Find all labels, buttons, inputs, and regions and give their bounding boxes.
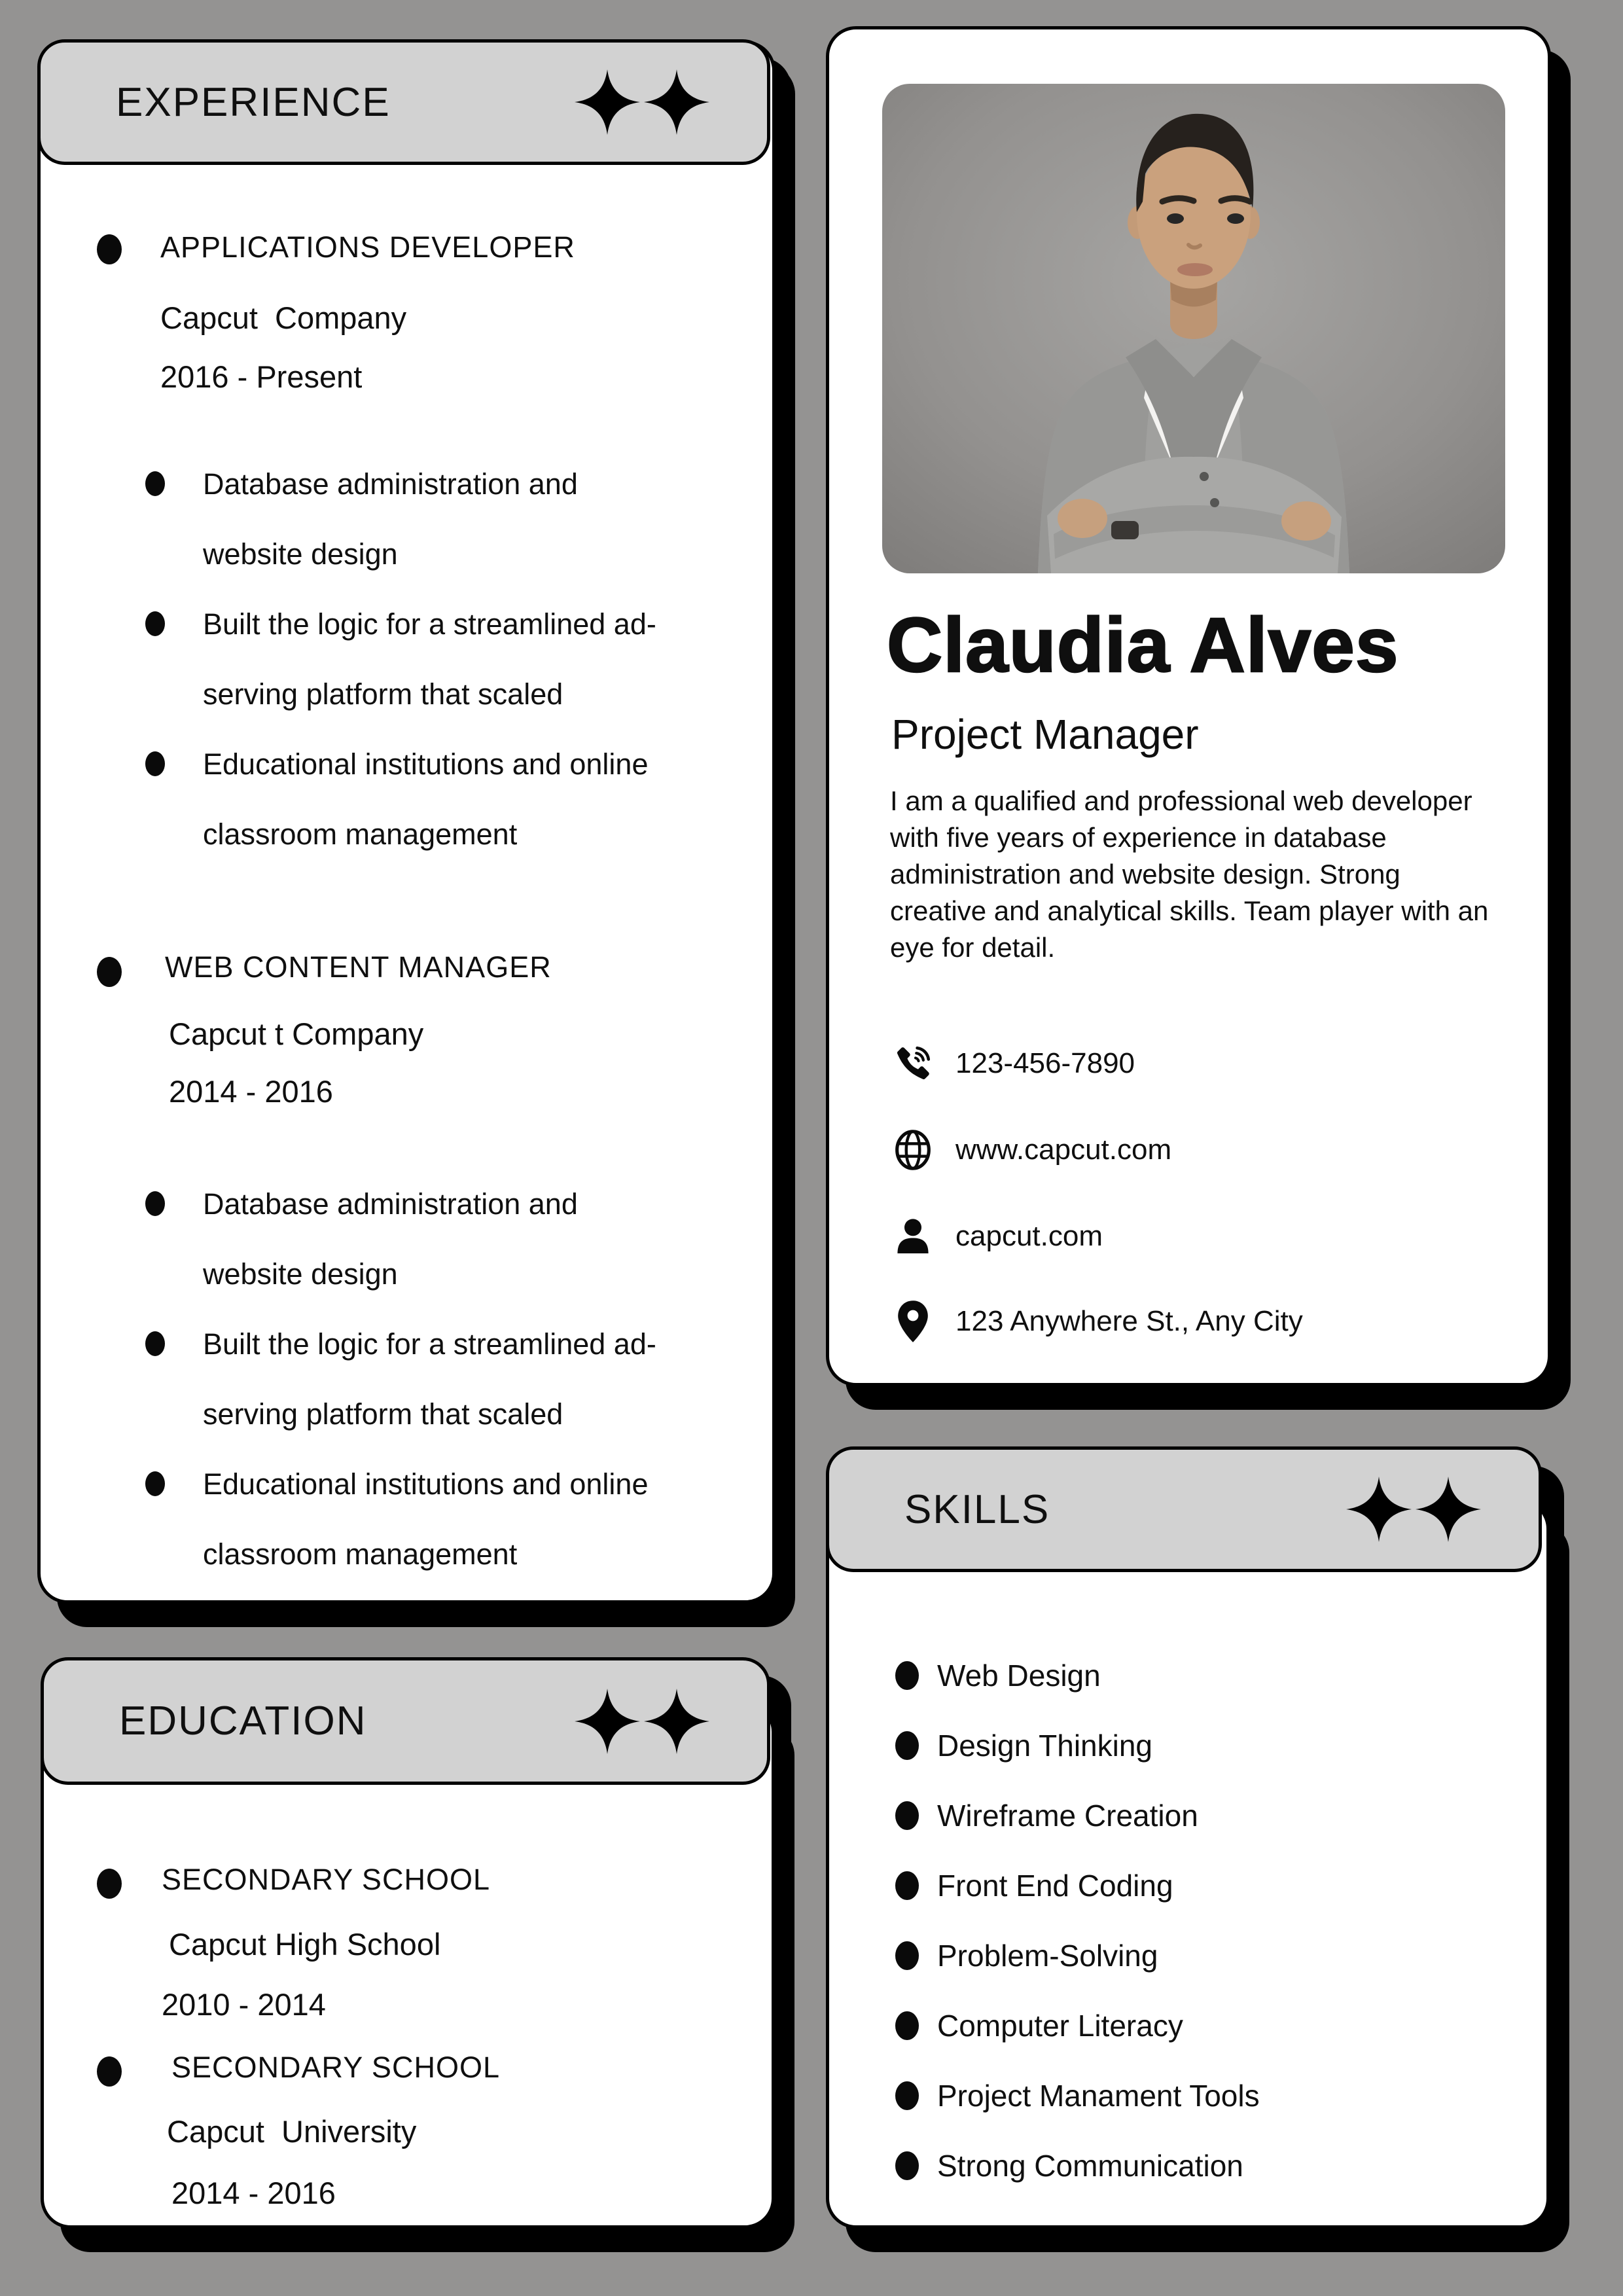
education-title: EDUCATION	[119, 1698, 367, 1744]
sparkle-icons	[575, 1687, 709, 1755]
bullet-icon	[145, 471, 165, 496]
person-job-title: Project Manager	[891, 711, 1199, 758]
contact-website: www.capcut.com	[955, 1134, 1172, 1166]
skill-label: Web Design	[937, 1658, 1101, 1693]
globe-icon	[891, 1128, 935, 1172]
skill-item	[895, 1780, 1260, 1850]
bullet-icon	[895, 1661, 919, 1690]
skill-label: Front End Coding	[937, 1868, 1173, 1903]
location-icon	[891, 1298, 935, 1345]
contact-row-website	[891, 1122, 1171, 1178]
bullet-icon	[145, 1331, 165, 1356]
bullet-text-line: classroom management	[203, 1537, 518, 1571]
contact-row-username	[891, 1208, 1103, 1265]
bullet-icon	[145, 751, 165, 776]
sparkle-icon	[575, 68, 640, 136]
contact-row-address	[891, 1293, 1303, 1350]
bullet-text-line: Educational institutions and online	[203, 1467, 649, 1501]
bullet-text-line: serving platform that scaled	[203, 1397, 563, 1431]
skill-label: Project Manament Tools	[937, 2078, 1260, 2113]
bullet-icon	[895, 1941, 919, 1970]
bullet-icon	[97, 234, 122, 264]
experience-header	[37, 39, 770, 165]
skill-item	[895, 2130, 1260, 2200]
education-institution: Capcut University	[167, 2114, 417, 2149]
skill-label: Strong Communication	[937, 2148, 1243, 2183]
sparkle-icon	[644, 68, 709, 136]
person-icon	[891, 1215, 935, 1258]
contact-row-phone	[891, 1035, 1135, 1092]
sparkle-icon	[1346, 1475, 1412, 1543]
bullet-text-line: serving platform that scaled	[203, 677, 563, 711]
skill-item	[895, 1920, 1260, 1990]
bullet-icon	[895, 1871, 919, 1900]
experience-company: Capcut Company	[160, 300, 407, 335]
bullet-text-line: Built the logic for a streamlined ad-	[203, 607, 656, 641]
experience-bullet-item	[145, 1326, 656, 1466]
experience-bullet-list	[145, 1186, 656, 1606]
bullet-text-line: website design	[203, 537, 398, 571]
experience-title: EXPERIENCE	[116, 79, 391, 125]
sparkle-icon	[575, 1687, 640, 1755]
skill-label: Design Thinking	[937, 1728, 1153, 1763]
education-dates: 2014 - 2016	[171, 2176, 336, 2210]
skill-item	[895, 1990, 1260, 2060]
experience-bullet-item	[145, 1186, 656, 1326]
education-school: SECONDARY SCHOOL	[171, 2051, 500, 2084]
skills-list	[895, 1640, 1260, 2200]
contact-username: capcut.com	[955, 1220, 1103, 1252]
bullet-icon	[895, 1731, 919, 1760]
bullet-icon	[895, 2081, 919, 2110]
bullet-text-line: Built the logic for a streamlined ad-	[203, 1327, 656, 1361]
bullet-icon	[97, 957, 122, 987]
experience-bullet-item	[145, 606, 656, 746]
experience-dates: 2014 - 2016	[169, 1074, 333, 1109]
skill-item	[895, 1850, 1260, 1920]
bullet-icon	[145, 611, 165, 636]
bullet-icon	[895, 2011, 919, 2040]
skill-label: Wireframe Creation	[937, 1798, 1198, 1833]
profile-photo	[882, 84, 1505, 573]
skill-item	[895, 1710, 1260, 1780]
sparkle-icons	[1346, 1475, 1481, 1543]
experience-role: WEB CONTENT MANAGER	[165, 950, 552, 984]
bullet-text-line: website design	[203, 1257, 398, 1291]
experience-dates: 2016 - Present	[160, 359, 363, 394]
profile-summary: I am a qualified and professional web developer with five years of experience in database administration and website design. Strong creative and analytical skills. Team player with an eye for detail.	[890, 785, 1489, 963]
phone-icon	[891, 1042, 935, 1085]
bullet-icon	[895, 1801, 919, 1830]
skill-item	[895, 1640, 1260, 1710]
skill-label: Computer Literacy	[937, 2008, 1183, 2043]
skills-header	[826, 1446, 1542, 1572]
bullet-icon	[145, 1471, 165, 1496]
person-name: Claudia Alves	[887, 602, 1399, 689]
education-header	[41, 1657, 770, 1785]
experience-bullet-item	[145, 1466, 656, 1606]
experience-bullet-item	[145, 746, 656, 886]
contact-phone: 123-456-7890	[955, 1047, 1135, 1079]
sparkle-icon	[644, 1687, 709, 1755]
skill-label: Problem-Solving	[937, 1938, 1158, 1973]
experience-bullet-item	[145, 466, 656, 606]
skills-title: SKILLS	[904, 1486, 1050, 1532]
bullet-icon	[97, 1869, 122, 1899]
experience-bullet-list	[145, 466, 656, 886]
experience-role: APPLICATIONS DEVELOPER	[160, 230, 575, 264]
bullet-icon	[895, 2151, 919, 2180]
bullet-icon	[145, 1191, 165, 1216]
bullet-text-line: classroom management	[203, 817, 518, 851]
bullet-text-line: Educational institutions and online	[203, 747, 649, 781]
bullet-icon	[97, 2056, 122, 2087]
sparkle-icons	[575, 68, 709, 136]
experience-company: Capcut t Company	[169, 1016, 424, 1051]
bullet-text-line: Database administration and	[203, 1187, 578, 1221]
education-dates: 2010 - 2014	[162, 1987, 326, 2022]
education-school: SECONDARY SCHOOL	[162, 1863, 490, 1896]
sparkle-icon	[1416, 1475, 1481, 1543]
skill-item	[895, 2060, 1260, 2130]
education-institution: Capcut High School	[169, 1927, 441, 1962]
contact-address: 123 Anywhere St., Any City	[955, 1305, 1303, 1337]
bullet-text-line: Database administration and	[203, 467, 578, 501]
